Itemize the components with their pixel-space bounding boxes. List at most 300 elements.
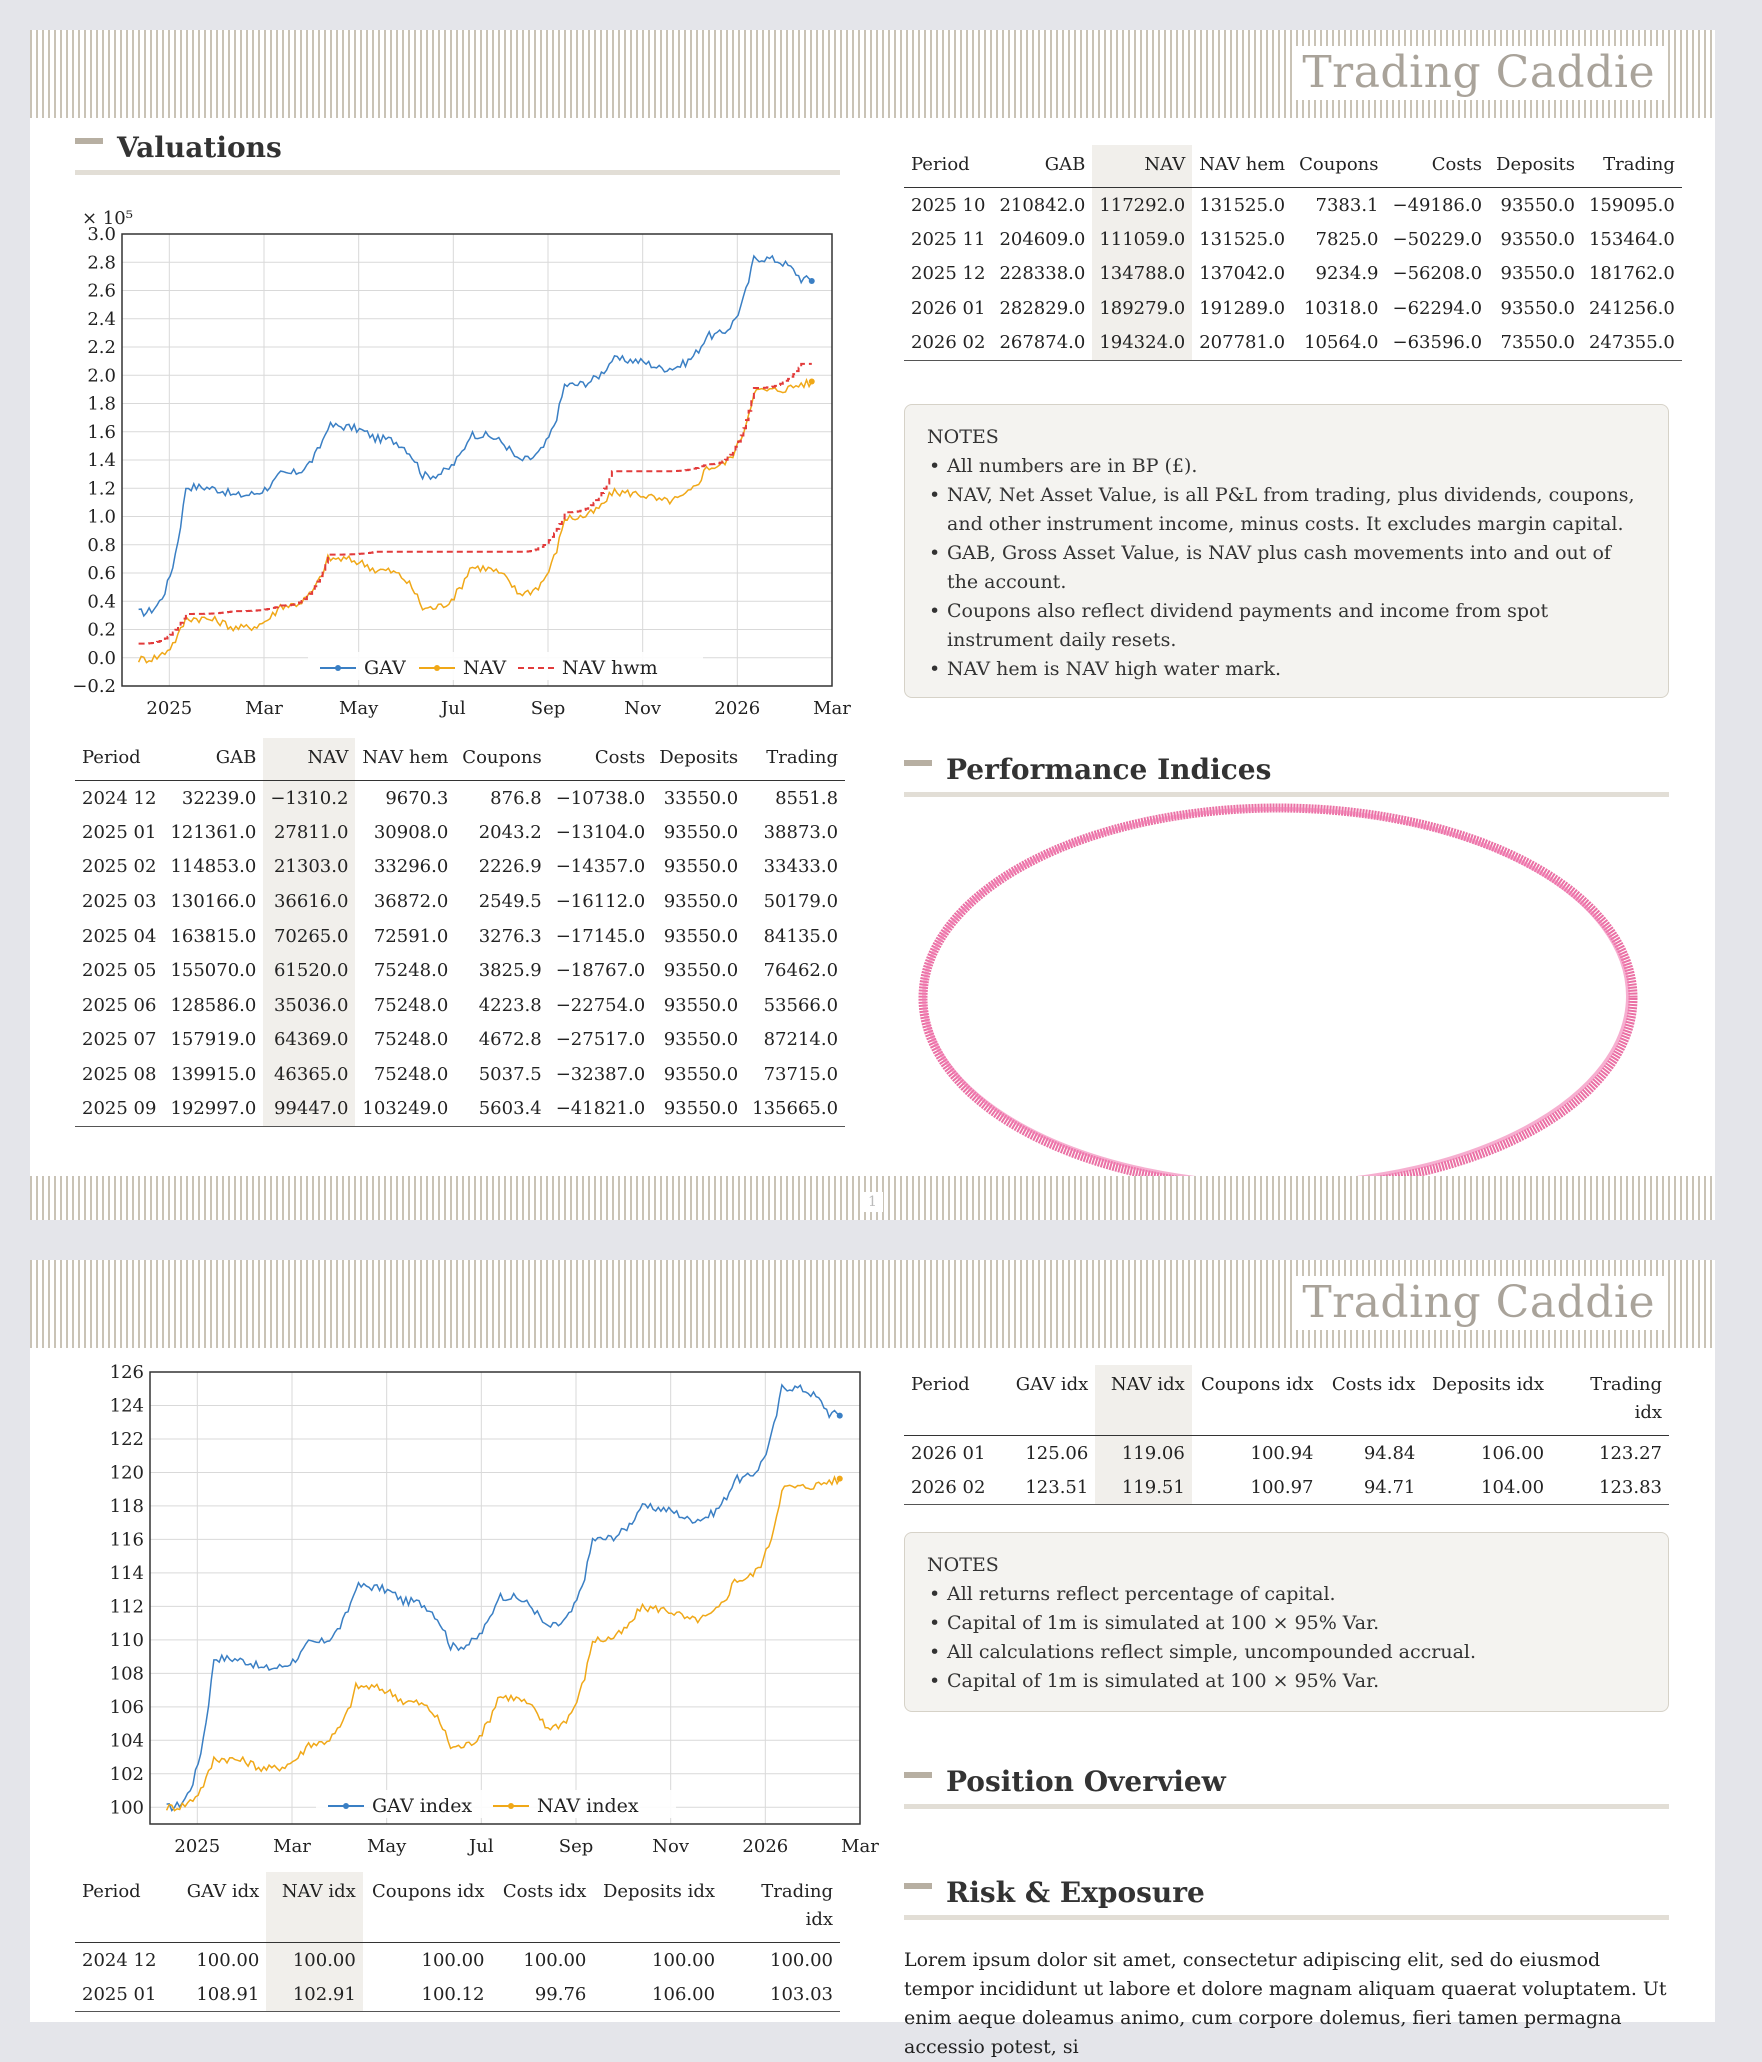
- x-tick-label: Jul: [469, 1836, 494, 1857]
- notes-box-indices: [904, 1532, 1669, 1712]
- table-cell: −1310.2: [263, 781, 355, 816]
- table-cell: 32239.0: [181, 787, 257, 809]
- table-cell: 117292.0: [1092, 188, 1192, 223]
- table-cell: 100.00: [523, 1949, 587, 1971]
- table-cell: 93550.0: [663, 891, 739, 913]
- table-cell: 46365.0: [263, 1057, 355, 1092]
- table-cell: 33296.0: [373, 856, 449, 878]
- table-cell: 181762.0: [1588, 263, 1675, 285]
- table-cell: 50179.0: [763, 891, 839, 913]
- x-tick-label: 2026: [742, 1836, 789, 1857]
- x-tick-label: Mar: [813, 698, 851, 719]
- table-cell: 189279.0: [1092, 291, 1192, 326]
- section-title-performance: Performance Indices: [904, 752, 1669, 790]
- table-cell: 38873.0: [763, 821, 839, 843]
- note-item: • Coupons also reflect dividend payments and income from spot instrument daily resets.: [927, 597, 1646, 655]
- table-cell: 2025 03: [82, 891, 157, 913]
- y-tick-label: 106: [109, 1696, 144, 1718]
- section-rule: [904, 792, 1669, 797]
- table-row: [75, 1977, 840, 2012]
- note-item: • All returns reflect percentage of capital.: [927, 1580, 1646, 1609]
- column-header: Costs: [549, 738, 653, 781]
- table-cell: 5603.4: [455, 1092, 548, 1127]
- table-cell: 93550.0: [663, 1029, 739, 1051]
- table-cell: −27517.0: [555, 1029, 646, 1051]
- y-tick-label: 3.0: [87, 224, 116, 245]
- chart-svg: [72, 200, 872, 760]
- table-cell: 106.00: [1481, 1442, 1545, 1464]
- table-cell: 33550.0: [663, 787, 739, 809]
- table-cell: 130166.0: [170, 891, 257, 913]
- brand-title: Trading Caddie: [1292, 1276, 1665, 1330]
- note-item: • All numbers are in BP (£).: [927, 452, 1646, 481]
- note-item: • NAV hem is NAV high water mark.: [927, 655, 1646, 684]
- x-tick-label: Mar: [841, 1836, 879, 1857]
- table-cell: 157919.0: [170, 1029, 257, 1051]
- note-item: • Capital of 1m is simulated at 100 × 95% Var.: [927, 1609, 1646, 1638]
- x-tick-label: Sep: [530, 698, 566, 719]
- table-header-row: [75, 1872, 840, 1943]
- table-cell: 30908.0: [373, 821, 449, 843]
- table-cell: −14357.0: [555, 856, 646, 878]
- table-cell: 9234.9: [1315, 263, 1379, 285]
- table-row: [75, 1943, 840, 1978]
- table-cell: −62294.0: [1392, 298, 1483, 320]
- table-cell: 75248.0: [373, 1064, 449, 1086]
- table-cell: 93550.0: [663, 821, 739, 843]
- section-title-position: Position Overview: [904, 1764, 1669, 1802]
- notes-heading: NOTES: [927, 426, 999, 448]
- table-cell: 207781.0: [1192, 326, 1292, 361]
- table-cell: 93550.0: [663, 994, 739, 1016]
- column-header: NAV: [263, 738, 355, 781]
- table-cell: 119.06: [1095, 1436, 1192, 1471]
- y-tick-label: 116: [109, 1529, 144, 1551]
- table-row: [904, 1470, 1669, 1505]
- table-cell: 194324.0: [1092, 326, 1192, 361]
- column-header: Trading: [1582, 145, 1682, 188]
- column-header: Trading idx: [1551, 1365, 1669, 1436]
- table-cell: 64369.0: [263, 1023, 355, 1058]
- table-cell: 7825.0: [1315, 228, 1379, 250]
- column-header: Deposits idx: [593, 1872, 722, 1943]
- y-tick-label: 1.8: [87, 393, 116, 415]
- table-cell: 61520.0: [263, 953, 355, 988]
- note-item: • GAB, Gross Asset Value, is NAV plus cash movements into and out of the account.: [927, 539, 1646, 597]
- table-cell: 5037.5: [478, 1064, 542, 1086]
- table-cell: 2025 10: [911, 194, 986, 216]
- table-row: [904, 1436, 1669, 1471]
- table-row: [904, 222, 1682, 257]
- table-cell: 93550.0: [1500, 228, 1575, 250]
- table-cell: 139915.0: [170, 1064, 257, 1086]
- table-cell: 106.00: [593, 1977, 722, 2012]
- x-tick-label: Jul: [441, 698, 466, 719]
- table-cell: 75248.0: [373, 994, 449, 1016]
- page-header: [30, 30, 1715, 118]
- table-cell: 2549.5: [478, 891, 542, 913]
- legend-marker: [508, 1803, 514, 1809]
- table-cell: 8551.8: [775, 787, 839, 809]
- table-cell: 10564.0: [1292, 326, 1385, 361]
- column-header: Period: [904, 1365, 999, 1436]
- table-cell: −17145.0: [555, 925, 646, 947]
- table-cell: 87214.0: [763, 1029, 839, 1051]
- column-header: Costs: [1386, 145, 1490, 188]
- page-footer: [30, 1176, 1715, 1220]
- y-multiplier-label: × 10⁵: [82, 208, 133, 229]
- column-header: NAV hem: [1192, 145, 1292, 188]
- legend-label: NAV: [463, 657, 507, 679]
- table-cell: 93550.0: [1500, 263, 1575, 285]
- table-cell: −56208.0: [1392, 263, 1483, 285]
- table-cell: 267874.0: [992, 326, 1092, 361]
- table-cell: 114853.0: [170, 856, 257, 878]
- table-cell: 108.91: [170, 1977, 267, 2012]
- x-tick-label: 2026: [714, 698, 761, 719]
- legend-marker: [434, 665, 440, 671]
- table-row: [75, 1057, 845, 1092]
- column-header: NAV: [1092, 145, 1192, 188]
- column-header: GAB: [992, 145, 1092, 188]
- legend-marker: [343, 1803, 349, 1809]
- y-tick-label: 124: [109, 1395, 144, 1417]
- table-cell: 3276.3: [478, 925, 542, 947]
- y-tick-label: 108: [109, 1663, 144, 1685]
- table-cell: 103249.0: [355, 1092, 455, 1127]
- report-page-2: [30, 1260, 1715, 2058]
- table-header-row: [904, 1365, 1669, 1436]
- table-cell: 75248.0: [373, 960, 449, 982]
- note-item: • Capital of 1m is simulated at 100 × 95% Var.: [927, 1667, 1646, 1696]
- table-cell: 2043.2: [478, 821, 542, 843]
- y-tick-label: 110: [109, 1629, 144, 1651]
- table-cell: 33433.0: [763, 856, 839, 878]
- table-cell: 125.06: [1025, 1442, 1089, 1464]
- x-tick-label: Mar: [273, 1836, 311, 1857]
- column-header: GAV idx: [170, 1872, 267, 1943]
- table-cell: 111059.0: [1092, 222, 1192, 257]
- position-section: [904, 1764, 1669, 1809]
- series-end-point: [809, 278, 815, 284]
- y-tick-label: 112: [109, 1596, 144, 1618]
- column-header: Period: [75, 1872, 170, 1943]
- table-cell: 102.91: [266, 1977, 363, 2012]
- report-page-1: [30, 30, 1715, 1220]
- table-cell: 100.00: [266, 1943, 363, 1978]
- table-row: [904, 188, 1682, 223]
- brand-title: Trading Caddie: [1292, 46, 1665, 100]
- table-cell: −63596.0: [1386, 326, 1490, 361]
- column-header: NAV idx: [1095, 1365, 1192, 1436]
- table-cell: 2025 07: [82, 1029, 157, 1051]
- legend-marker: [335, 665, 341, 671]
- table-cell: 27811.0: [263, 815, 355, 850]
- table-cell: 2025 02: [82, 856, 157, 878]
- table-row: [904, 326, 1682, 361]
- y-tick-label: 0.6: [87, 563, 116, 584]
- table-cell: 123.51: [999, 1470, 1096, 1505]
- valuations-table-right: [904, 145, 1682, 361]
- y-tick-label: 104: [109, 1730, 144, 1752]
- y-tick-label: 118: [109, 1495, 144, 1517]
- page-number: 1: [862, 1192, 883, 1212]
- legend-label: NAV index: [537, 1795, 639, 1817]
- table-cell: 100.00: [770, 1949, 833, 1971]
- table-cell: 2025 12: [911, 263, 986, 285]
- table-cell: 282829.0: [999, 298, 1086, 320]
- table-cell: 159095.0: [1588, 194, 1675, 216]
- series-line-nav: [139, 380, 812, 663]
- table-row: [75, 781, 845, 816]
- index-table-right: [904, 1365, 1669, 1505]
- index-table-left: [75, 1872, 840, 2012]
- y-tick-label: 122: [109, 1428, 144, 1450]
- chart-legend: [316, 1790, 676, 1818]
- table-cell: −18767.0: [555, 960, 646, 982]
- legend-label: GAV: [364, 657, 406, 679]
- table-cell: 135665.0: [745, 1092, 845, 1127]
- table-cell: 72591.0: [373, 925, 449, 947]
- y-tick-label: 1.0: [87, 506, 116, 528]
- table-cell: 2024 12: [82, 1949, 157, 1971]
- column-header: GAB: [163, 738, 263, 781]
- section-title-valuations: Valuations: [75, 130, 840, 168]
- table-cell: 2025 01: [75, 1977, 170, 2012]
- table-cell: 2024 12: [82, 787, 157, 809]
- table-cell: 191289.0: [1199, 298, 1286, 320]
- table-cell: 93550.0: [663, 1064, 739, 1086]
- y-tick-label: −0.2: [72, 676, 116, 697]
- column-header: Period: [75, 738, 163, 781]
- table-cell: 100.94: [1250, 1442, 1314, 1464]
- x-tick-label: Nov: [652, 1836, 690, 1857]
- column-header: Coupons: [455, 738, 548, 781]
- table-cell: −22754.0: [555, 994, 646, 1016]
- table-cell: 228338.0: [999, 263, 1086, 285]
- series-line-gav: [139, 256, 812, 616]
- table-cell: 36616.0: [263, 884, 355, 919]
- table-cell: 73550.0: [1489, 326, 1582, 361]
- table-cell: −16112.0: [555, 891, 646, 913]
- y-tick-label: 0.4: [87, 591, 116, 613]
- y-tick-label: 114: [109, 1562, 144, 1584]
- y-tick-label: 102: [109, 1763, 144, 1785]
- column-header: Deposits: [652, 738, 745, 781]
- y-tick-label: 120: [109, 1462, 144, 1484]
- table-cell: 93550.0: [663, 925, 739, 947]
- table-row: [75, 1092, 845, 1127]
- table-row: [904, 291, 1682, 326]
- column-header: Coupons: [1292, 145, 1385, 188]
- column-header: Deposits idx: [1422, 1365, 1551, 1436]
- table-cell: 94.71: [1321, 1470, 1423, 1505]
- table-cell: 84135.0: [763, 925, 839, 947]
- column-header: GAV idx: [999, 1365, 1096, 1436]
- table-cell: 247355.0: [1582, 326, 1682, 361]
- table-row: [75, 919, 845, 954]
- section-title-risk: Risk & Exposure: [904, 1875, 1669, 1913]
- note-item: • All calculations reflect simple, uncompounded accrual.: [927, 1638, 1646, 1667]
- chart-legend: [308, 652, 703, 680]
- table-cell: 2025 01: [82, 821, 157, 843]
- table-cell: 93550.0: [663, 960, 739, 982]
- column-header: Costs idx: [1321, 1365, 1423, 1436]
- table-cell: 163815.0: [170, 925, 257, 947]
- valuations-table-left: [75, 738, 845, 1127]
- table-cell: 155070.0: [170, 960, 257, 982]
- notes-list: [927, 1580, 1646, 1696]
- y-tick-label: 2.6: [87, 280, 116, 302]
- performance-chart: [72, 1360, 879, 1880]
- column-header: Trading idx: [722, 1872, 840, 1943]
- table-cell: 100.00: [421, 1949, 485, 1971]
- table-cell: 2025 09: [75, 1092, 163, 1127]
- table-cell: 99.76: [492, 1977, 594, 2012]
- y-tick-label: 100: [109, 1797, 144, 1819]
- table-cell: −50229.0: [1392, 228, 1483, 250]
- y-tick-label: 0.8: [87, 534, 116, 556]
- table-cell: 4672.8: [478, 1029, 542, 1051]
- table-cell: 210842.0: [999, 194, 1086, 216]
- y-tick-label: 2.0: [87, 365, 116, 387]
- section-rule: [75, 170, 840, 175]
- table-row: [75, 815, 845, 850]
- series-line-nav-index: [167, 1477, 840, 1811]
- column-header: Coupons idx: [1192, 1365, 1321, 1436]
- column-header: NAV hem: [355, 738, 455, 781]
- table-cell: 2025 08: [82, 1064, 157, 1086]
- y-tick-label: 2.4: [87, 308, 116, 330]
- table-cell: 99447.0: [263, 1092, 355, 1127]
- table-cell: 2025 11: [911, 228, 986, 250]
- table-row: [75, 884, 845, 919]
- y-tick-label: 0.2: [87, 619, 116, 641]
- series-end-point: [837, 1413, 843, 1419]
- table-cell: 204609.0: [999, 228, 1086, 250]
- table-cell: 53566.0: [763, 994, 839, 1016]
- page-header: [30, 1260, 1715, 1348]
- table-cell: 21303.0: [263, 850, 355, 885]
- x-tick-label: May: [366, 1836, 407, 1857]
- y-tick-label: 1.4: [87, 450, 116, 471]
- y-tick-label: 1.2: [87, 478, 116, 500]
- table-cell: 104.00: [1422, 1470, 1551, 1505]
- legend-label: GAV index: [372, 1795, 473, 1817]
- table-cell: −13104.0: [555, 821, 646, 843]
- table-cell: 121361.0: [170, 821, 257, 843]
- table-cell: 131525.0: [1199, 228, 1286, 250]
- table-cell: 876.8: [490, 787, 542, 809]
- table-header-row: [75, 738, 845, 781]
- table-cell: 2226.9: [478, 856, 542, 878]
- y-tick-label: 1.6: [87, 421, 116, 443]
- table-cell: 2026 01: [911, 298, 986, 320]
- x-tick-label: 2025: [174, 1836, 221, 1857]
- performance-section: [904, 752, 1669, 797]
- y-tick-label: 126: [109, 1362, 144, 1383]
- table-cell: 9670.3: [385, 787, 449, 809]
- table-cell: 76462.0: [763, 960, 839, 982]
- legend-label: NAV hwm: [562, 657, 658, 679]
- x-tick-label: Nov: [624, 698, 662, 719]
- chart-svg: [72, 1360, 879, 1880]
- x-tick-label: 2025: [146, 698, 193, 719]
- table-cell: 7383.1: [1315, 194, 1379, 216]
- table-cell: 94.84: [1363, 1442, 1416, 1464]
- y-tick-label: 2.2: [87, 337, 116, 358]
- table-cell: 119.51: [1095, 1470, 1192, 1505]
- table-row: [75, 1023, 845, 1058]
- table-row: [75, 850, 845, 885]
- table-cell: −41821.0: [549, 1092, 653, 1127]
- section-rule: [904, 1804, 1669, 1809]
- table-cell: 100.97: [1192, 1470, 1321, 1505]
- table-cell: 93550.0: [663, 856, 739, 878]
- series-line-gav-index: [167, 1385, 840, 1811]
- table-cell: 241256.0: [1588, 298, 1675, 320]
- table-cell: 123.27: [1599, 1442, 1662, 1464]
- table-cell: 3825.9: [478, 960, 542, 982]
- table-cell: 134788.0: [1092, 257, 1192, 292]
- notes-box-valuations: [904, 404, 1669, 698]
- table-cell: 192997.0: [163, 1092, 263, 1127]
- table-cell: −49186.0: [1392, 194, 1483, 216]
- table-cell: 131525.0: [1199, 194, 1286, 216]
- table-cell: 123.83: [1551, 1470, 1669, 1505]
- column-header: Costs idx: [492, 1872, 594, 1943]
- table-cell: 75248.0: [373, 1029, 449, 1051]
- table-cell: 2026 02: [904, 1470, 999, 1505]
- table-cell: −32387.0: [555, 1064, 646, 1086]
- y-tick-label: 2.8: [87, 252, 116, 274]
- table-cell: 4223.8: [478, 994, 542, 1016]
- column-header: Trading: [745, 738, 845, 781]
- risk-section: [904, 1875, 1669, 1920]
- table-cell: 137042.0: [1199, 263, 1286, 285]
- table-cell: 36872.0: [373, 891, 449, 913]
- series-end-point: [837, 1476, 843, 1482]
- notes-heading: NOTES: [927, 1554, 999, 1576]
- table-cell: 70265.0: [263, 919, 355, 954]
- x-tick-label: Sep: [558, 1836, 594, 1857]
- table-cell: 93550.0: [1500, 298, 1575, 320]
- section-rule: [904, 1915, 1669, 1920]
- table-cell: 103.03: [722, 1977, 840, 2012]
- valuations-section: [75, 130, 840, 175]
- series-end-point: [809, 378, 815, 384]
- table-cell: 100.00: [196, 1949, 260, 1971]
- table-cell: 100.12: [363, 1977, 492, 2012]
- table-row: [75, 988, 845, 1023]
- table-row: [904, 257, 1682, 292]
- x-tick-label: May: [338, 698, 379, 719]
- note-item: • NAV, Net Asset Value, is all P&L from trading, plus dividends, coupons, and other instrument income, minus costs. It excludes margin capital.: [927, 481, 1646, 539]
- table-cell: 93550.0: [652, 1092, 745, 1127]
- table-cell: 2026 02: [904, 326, 992, 361]
- table-row: [75, 953, 845, 988]
- column-header: Deposits: [1489, 145, 1582, 188]
- table-cell: 100.00: [652, 1949, 716, 1971]
- table-cell: 2026 01: [911, 1442, 986, 1464]
- table-cell: 93550.0: [1500, 194, 1575, 216]
- valuations-chart: [72, 200, 872, 760]
- table-cell: −10738.0: [555, 787, 646, 809]
- notes-list: [927, 452, 1646, 684]
- y-tick-label: 0.0: [87, 647, 116, 669]
- column-header: NAV idx: [266, 1872, 363, 1943]
- table-header-row: [904, 145, 1682, 188]
